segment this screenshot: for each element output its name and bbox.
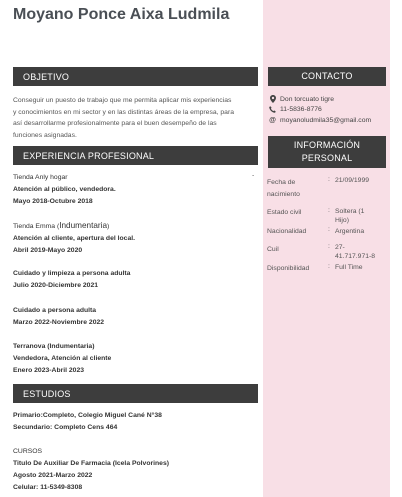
cuil-value: 27- 41.717.971-8: [335, 244, 376, 260]
colon: :: [328, 207, 330, 214]
nationality-value: Argentina: [335, 228, 365, 235]
course-dates: Agosto 2021-Marzo 2022: [13, 472, 93, 479]
experience-dates: Abril 2019-Mayo 2020: [13, 247, 83, 254]
birth-label: Fecha de nacimiento: [267, 179, 300, 198]
resume-name: Moyano Ponce Aixa Ludmila: [13, 6, 230, 23]
experience-company: Terranova (Indumentaria): [13, 343, 95, 350]
civil-label: Estado civil: [267, 209, 302, 216]
experience-dates: Marzo 2022-Noviembre 2022: [13, 319, 105, 326]
civil-value: Soltera (1 Hijo): [335, 208, 365, 224]
experience-company: Tienda Anly hogar: [13, 174, 68, 181]
contact-location-text: Don torcuato tigre: [280, 95, 335, 103]
contact-location: [268, 95, 334, 103]
cuil-label: Cuil: [267, 246, 279, 253]
nationality-label: Nacionalidad: [267, 228, 307, 235]
birth-value: 21/09/1999: [335, 177, 370, 184]
experience-dates: Mayo 2018-Octubre 2018: [13, 198, 93, 205]
colon: :: [328, 226, 330, 233]
objective-line: así desarrollarme profesionalmente para el buen desempeño de las: [13, 120, 217, 127]
objective-paragraph: [13, 95, 261, 141]
contact-phone: [268, 106, 322, 113]
section-header-contacto: CONTACTO: [268, 67, 386, 86]
experience-item: [13, 220, 253, 257]
map-pin-icon: [268, 95, 277, 103]
experience-role: Atención al cliente, apertura del local.: [13, 235, 136, 242]
experience-item: [13, 341, 253, 377]
experience-role: Cuidado y limpieza a persona adulta: [13, 270, 131, 277]
cellphone-line: Celular: 11-5349-8308: [13, 484, 83, 491]
colon: :: [328, 243, 330, 250]
contact-email: [268, 117, 371, 124]
courses-label: CURSOS: [13, 448, 43, 455]
experience-role: Cuidado a persona adulta: [13, 307, 97, 314]
education-block: [13, 410, 253, 434]
contact-email-text[interactable]: moyanoludmila35@gmail.com: [280, 117, 372, 124]
contact-phone-text: 11-5836-8776: [280, 106, 322, 113]
experience-item: [13, 172, 253, 208]
experience-dates: Julio 2020-Diciembre 2021: [13, 282, 99, 289]
experience-role: Atención al público, vendedora.: [13, 186, 116, 193]
courses-block: [13, 446, 253, 494]
experience-item: [13, 268, 253, 292]
at-sign-icon: @: [269, 117, 276, 124]
colon: :: [328, 263, 330, 270]
experience-company: Tienda Emma (Indumentaria): [13, 221, 110, 230]
education-secondary: Secundario: Completo Cens 464: [13, 424, 118, 431]
experience-item: [13, 305, 253, 329]
section-header-objetivo: OBJETIVO: [13, 67, 258, 86]
objective-line: Conseguir un puesto de trabajo que me permita aplicar mis experiencias: [13, 97, 232, 104]
section-header-estudios: ESTUDIOS: [13, 384, 258, 403]
education-primary: Primario:Completo, Colegio Miguel Cané N°38: [13, 412, 162, 419]
experience-role: Vendedora, Atención al cliente: [13, 355, 112, 362]
colon: :: [328, 176, 330, 183]
availability-value: Full Time: [335, 264, 363, 271]
section-header-informacion-personal: INFORMACIÓN PERSONAL: [268, 136, 386, 168]
dash-mark: -: [252, 172, 255, 179]
experience-dates: Enero 2023-Abril 2023: [13, 367, 85, 374]
objective-line: y conocimientos en mi sector y en las distintas áreas de la empresa, para: [13, 108, 235, 116]
objective-line: funciones asignadas.: [13, 131, 77, 139]
availability-label: Disponibilidad: [267, 265, 310, 272]
course-title: Titulo De Auxiliar De Farmacia (Icela Polvorines): [13, 460, 170, 467]
phone-icon: [268, 106, 277, 113]
section-header-experiencia: EXPERIENCIA PROFESIONAL: [13, 146, 258, 165]
